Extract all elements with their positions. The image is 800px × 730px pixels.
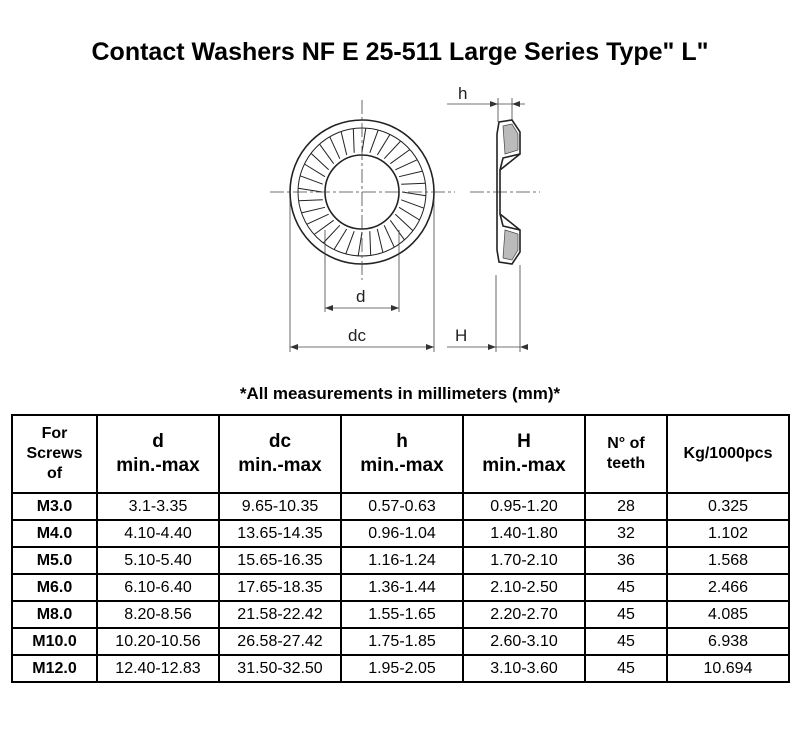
header-teeth: N° of teeth bbox=[585, 415, 667, 493]
cell-d: 5.10-5.40 bbox=[97, 547, 219, 574]
cell-H: 1.40-1.80 bbox=[463, 520, 585, 547]
header-screws: For Screws of bbox=[12, 415, 97, 493]
cell-d: 3.1-3.35 bbox=[97, 493, 219, 520]
washer-tooth bbox=[314, 220, 334, 234]
washer-tooth bbox=[377, 229, 383, 253]
washer-tooth bbox=[384, 225, 394, 247]
cell-teeth: 45 bbox=[585, 574, 667, 601]
washer-tooth bbox=[384, 141, 401, 159]
table-row bbox=[12, 547, 789, 574]
cell-h: 1.16-1.24 bbox=[341, 547, 463, 574]
cell-h: 1.36-1.44 bbox=[341, 574, 463, 601]
table-row bbox=[12, 601, 789, 628]
dim-label-d: d bbox=[356, 287, 366, 306]
washer-tooth bbox=[323, 225, 340, 243]
header-H: H min.-max bbox=[463, 415, 585, 493]
cell-kg: 1.102 bbox=[667, 520, 789, 547]
washer-tooth bbox=[298, 188, 322, 192]
cell-d: 6.10-6.40 bbox=[97, 574, 219, 601]
cell-teeth: 45 bbox=[585, 655, 667, 682]
washer-tooth bbox=[390, 150, 410, 164]
cell-screw: M12.0 bbox=[12, 655, 97, 682]
cell-teeth: 45 bbox=[585, 601, 667, 628]
washer-tooth bbox=[362, 128, 366, 152]
cell-d: 10.20-10.56 bbox=[97, 628, 219, 655]
dim-label-dc: dc bbox=[348, 326, 366, 345]
washer-tooth bbox=[395, 160, 417, 170]
cell-kg: 4.085 bbox=[667, 601, 789, 628]
cell-screw: M8.0 bbox=[12, 601, 97, 628]
washer-tooth bbox=[307, 214, 329, 224]
washer-tooth bbox=[346, 231, 354, 254]
washer-tooth bbox=[353, 129, 354, 153]
cell-dc: 13.65-14.35 bbox=[219, 520, 341, 547]
washer-tooth bbox=[302, 207, 326, 213]
cell-H: 3.10-3.60 bbox=[463, 655, 585, 682]
cell-teeth: 36 bbox=[585, 547, 667, 574]
cell-dc: 26.58-27.42 bbox=[219, 628, 341, 655]
cell-teeth: 28 bbox=[585, 493, 667, 520]
cell-screw: M3.0 bbox=[12, 493, 97, 520]
page-title: Contact Washers NF E 25-511 Large Series Type" L" bbox=[91, 38, 709, 66]
washer-drawing bbox=[0, 80, 800, 370]
cell-d: 8.20-8.56 bbox=[97, 601, 219, 628]
cell-H: 2.20-2.70 bbox=[463, 601, 585, 628]
washer-tooth bbox=[300, 176, 323, 184]
spec-table bbox=[11, 414, 790, 683]
table-row bbox=[12, 520, 789, 547]
washer-tooth bbox=[402, 192, 426, 196]
washer-tooth bbox=[341, 132, 347, 156]
washer-tooth bbox=[401, 183, 425, 184]
units-note: *All measurements in millimeters (mm)* bbox=[239, 384, 561, 403]
cell-dc: 9.65-10.35 bbox=[219, 493, 341, 520]
washer-tooth bbox=[311, 153, 329, 170]
washer-tooth bbox=[395, 214, 413, 231]
washer-tooth bbox=[334, 229, 347, 250]
header-weight: Kg/1000pcs bbox=[667, 415, 789, 493]
table-body bbox=[12, 493, 789, 682]
dim-label-H: H bbox=[455, 326, 468, 345]
cell-H: 1.70-2.10 bbox=[463, 547, 585, 574]
table-row bbox=[12, 628, 789, 655]
washer-tooth bbox=[358, 232, 362, 256]
header-d: d min.-max bbox=[97, 415, 219, 493]
cell-screw: M10.0 bbox=[12, 628, 97, 655]
washer-tooth bbox=[390, 220, 404, 240]
washer-tooth bbox=[399, 207, 420, 220]
cell-teeth: 32 bbox=[585, 520, 667, 547]
cell-h: 0.57-0.63 bbox=[341, 493, 463, 520]
washer-tooth bbox=[377, 134, 390, 155]
table-row bbox=[12, 655, 789, 682]
washer-tooth bbox=[401, 200, 424, 208]
washer-tooth bbox=[304, 164, 325, 177]
cell-dc: 31.50-32.50 bbox=[219, 655, 341, 682]
washer-tooth bbox=[320, 144, 334, 164]
cell-d: 4.10-4.40 bbox=[97, 520, 219, 547]
cell-h: 1.55-1.65 bbox=[341, 601, 463, 628]
table-row bbox=[12, 574, 789, 601]
cell-d: 12.40-12.83 bbox=[97, 655, 219, 682]
header-dc: dc min.-max bbox=[219, 415, 341, 493]
cell-kg: 10.694 bbox=[667, 655, 789, 682]
cell-teeth: 45 bbox=[585, 628, 667, 655]
cell-h: 0.96-1.04 bbox=[341, 520, 463, 547]
header-h: h min.-max bbox=[341, 415, 463, 493]
washer-tooth bbox=[370, 130, 378, 153]
cell-h: 1.75-1.85 bbox=[341, 628, 463, 655]
cell-dc: 17.65-18.35 bbox=[219, 574, 341, 601]
cell-H: 2.10-2.50 bbox=[463, 574, 585, 601]
cell-dc: 15.65-16.35 bbox=[219, 547, 341, 574]
washer-tooth bbox=[299, 200, 323, 201]
cell-H: 2.60-3.10 bbox=[463, 628, 585, 655]
cell-kg: 1.568 bbox=[667, 547, 789, 574]
cell-kg: 2.466 bbox=[667, 574, 789, 601]
cell-kg: 6.938 bbox=[667, 628, 789, 655]
table-row bbox=[12, 493, 789, 520]
table-header-row bbox=[12, 415, 789, 493]
washer-tooth bbox=[370, 231, 371, 255]
cell-screw: M5.0 bbox=[12, 547, 97, 574]
washer-tooth bbox=[330, 137, 340, 159]
washer-tooth bbox=[399, 171, 423, 177]
cell-screw: M4.0 bbox=[12, 520, 97, 547]
cell-kg: 0.325 bbox=[667, 493, 789, 520]
cell-screw: M6.0 bbox=[12, 574, 97, 601]
cell-dc: 21.58-22.42 bbox=[219, 601, 341, 628]
cell-H: 0.95-1.20 bbox=[463, 493, 585, 520]
cell-h: 1.95-2.05 bbox=[341, 655, 463, 682]
dim-label-h: h bbox=[458, 84, 468, 103]
